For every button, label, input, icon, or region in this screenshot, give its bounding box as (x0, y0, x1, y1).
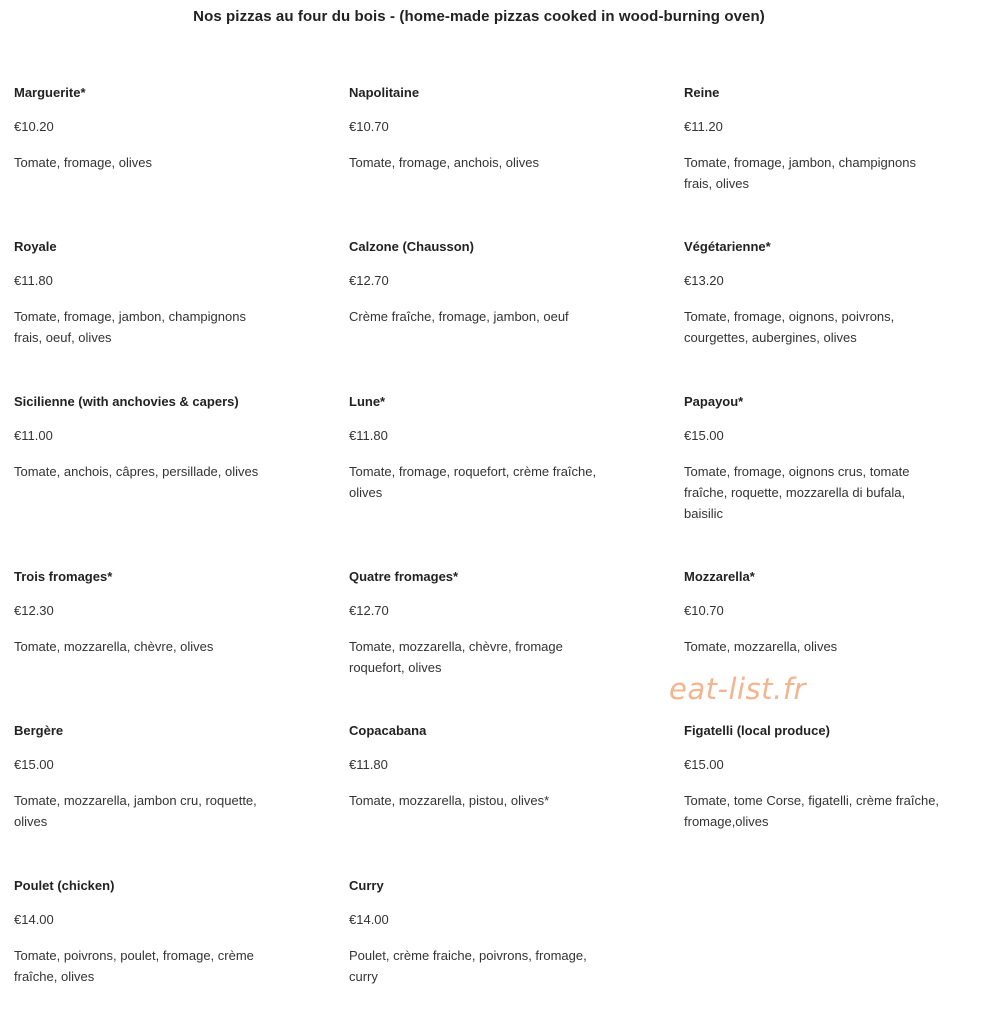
item-description: Tomate, poivrons, poulet, fromage, crème fraîche, olives (14, 948, 254, 984)
item-price: €10.20 (14, 119, 54, 134)
item-description: Tomate, fromage, jambon, champignons frais, oeuf, olives (14, 309, 246, 345)
item-name: Lune* (349, 394, 386, 409)
item-price: €12.70 (349, 273, 389, 288)
item-name: Figatelli (local produce) (684, 723, 830, 738)
item-description: Tomate, mozzarella, jambon cru, roquette, olives (14, 793, 257, 829)
watermark: eat-list.fr (669, 672, 806, 706)
menu-item-bergere (14, 722, 349, 877)
item-description: Tomate, mozzarella, olives (684, 639, 838, 654)
menu-item-curry (349, 877, 684, 997)
item-description: Tomate, fromage, roquefort, crème fraîche, olives (349, 464, 597, 500)
item-name: Papayou* (684, 394, 744, 409)
menu-item-vegetarienne (684, 238, 974, 393)
item-name: Quatre fromages* (349, 569, 459, 584)
item-price: €15.00 (684, 757, 724, 772)
menu-item-royale (14, 238, 349, 393)
item-name: Marguerite* (14, 85, 86, 100)
item-description: Tomate, fromage, jambon, champignons frais, olives (684, 155, 916, 191)
menu-item-sicilienne (14, 393, 349, 568)
menu-item-papayou (684, 393, 974, 568)
menu-item-quatre-fromages (349, 568, 684, 722)
item-price: €12.70 (349, 603, 389, 618)
menu-item-poulet (14, 877, 349, 997)
item-price: €11.80 (349, 757, 388, 772)
item-price: €12.30 (14, 603, 54, 618)
page-title: Nos pizzas au four du bois - (home-made pizzas cooked in wood-burning oven) (193, 8, 765, 25)
item-description: Tomate, mozzarella, chèvre, fromage roquefort, olives (349, 639, 563, 675)
pizza-menu-grid (14, 84, 974, 997)
item-description: Tomate, tome Corse, figatelli, crème fraîche, fromage,olives (684, 793, 940, 829)
menu-item-marguerite (14, 84, 349, 238)
item-name: Napolitaine (349, 85, 420, 100)
item-description: Tomate, mozzarella, pistou, olives* (349, 793, 550, 808)
item-description: Poulet, crème fraiche, poivrons, fromage, curry (349, 948, 587, 984)
item-description: Tomate, fromage, oignons, poivrons, courgettes, aubergines, olives (684, 309, 895, 345)
item-price: €11.80 (349, 428, 388, 443)
item-name: Calzone (Chausson) (349, 239, 474, 254)
item-price: €11.80 (14, 273, 53, 288)
item-name: Bergère (14, 723, 64, 738)
menu-item-figatelli (684, 722, 974, 877)
item-name: Reine (684, 85, 720, 100)
item-description: Tomate, fromage, olives (14, 155, 153, 170)
item-price: €15.00 (684, 428, 724, 443)
item-price: €11.00 (14, 428, 53, 443)
item-description: Crème fraîche, fromage, jambon, oeuf (349, 309, 569, 324)
menu-item-trois-fromages (14, 568, 349, 722)
item-description: Tomate, mozzarella, chèvre, olives (14, 639, 214, 654)
item-name: Copacabana (349, 723, 427, 738)
item-description: Tomate, fromage, anchois, olives (349, 155, 540, 170)
item-price: €11.20 (684, 119, 723, 134)
item-price: €10.70 (349, 119, 389, 134)
menu-item-napolitaine (349, 84, 684, 238)
item-name: Mozzarella* (684, 569, 755, 584)
item-name: Végétarienne* (684, 239, 771, 254)
item-price: €13.20 (684, 273, 724, 288)
item-price: €15.00 (14, 757, 54, 772)
item-description: Tomate, fromage, oignons crus, tomate fraîche, roquette, mozzarella di bufala, baisilic (684, 464, 910, 521)
item-price: €14.00 (349, 912, 389, 927)
item-price: €14.00 (14, 912, 54, 927)
menu-item-copacabana (349, 722, 684, 877)
menu-item-calzone (349, 238, 684, 393)
item-name: Poulet (chicken) (14, 878, 115, 893)
item-name: Sicilienne (with anchovies & capers) (14, 394, 239, 409)
item-name: Curry (349, 878, 384, 893)
menu-item-reine (684, 84, 974, 238)
item-name: Royale (14, 239, 57, 254)
item-description: Tomate, anchois, câpres, persillade, olives (14, 464, 259, 479)
menu-item-lune (349, 393, 684, 568)
item-name: Trois fromages* (14, 569, 113, 584)
item-price: €10.70 (684, 603, 724, 618)
